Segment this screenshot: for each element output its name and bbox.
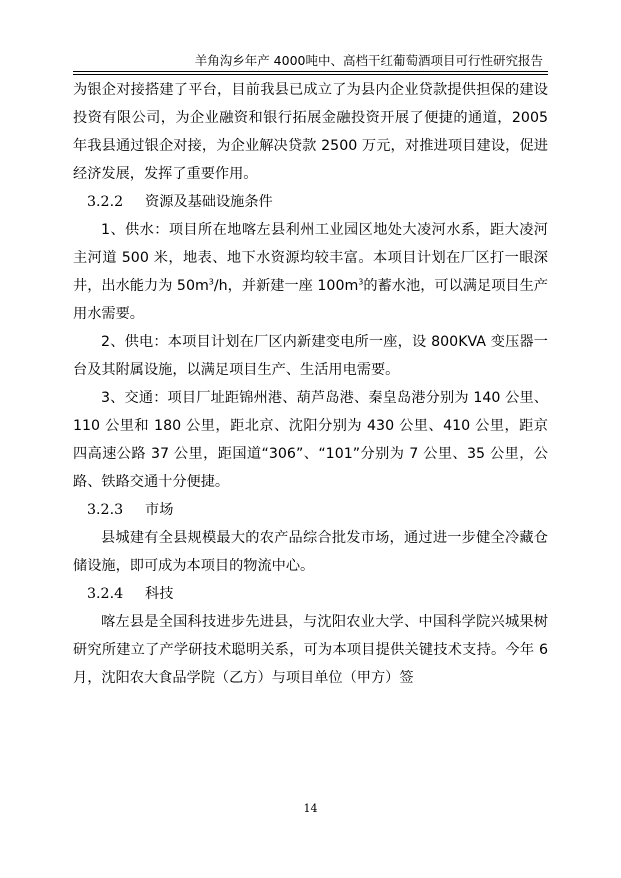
running-header-title: 羊角沟乡年产 4000吨中、高档干红葡萄酒项目可行性研究报告: [194, 53, 543, 68]
superscript: 3: [208, 277, 214, 287]
header-rule-thin: [73, 71, 548, 72]
superscript: 3: [358, 277, 364, 287]
page-number: 14: [303, 802, 318, 815]
section-number: 3.2.2: [87, 194, 124, 210]
body-text: [73, 76, 548, 692]
transport-paragraph: 3、交通：项目厂址距锦州港、葫芦岛港、秦皇岛港分别为 140 公里、110 公里和 180 公里，距北京、沈阳分别为 430 公里、410 公里，距京四高速公路 37 公里，距国道“306”、“101”分别为 7 公里、35 公里，公路、铁路交通十分便捷。: [73, 390, 548, 490]
tech-paragraph: 喀左县是全国科技进步先进县，与沈阳农业大学、中国科学院兴城果树研究所建立了产学研技术聪明关系，可为本项目提供关键技术支持。今年 6 月，沈阳农大食品学院（乙方）与项目单位（甲方）签: [73, 614, 548, 686]
section-heading-market: [73, 496, 548, 524]
section-number: 3.2.3: [87, 502, 124, 518]
water-text-part: /h，并新建一座 100m: [213, 278, 359, 294]
power-supply-paragraph: 2、供电：本项目计划在厂区内新建变电所一座，设 800KVA 变压器一台及其附属设施，以满足项目生产、生活用电需要。: [73, 334, 548, 378]
section-title: 市场: [145, 502, 174, 518]
section-title: 科技: [145, 586, 174, 602]
header-rule-thick: [73, 74, 548, 75]
section-number: 3.2.4: [87, 586, 124, 602]
section-heading-tech: [73, 580, 548, 608]
water-supply-paragraph: [73, 216, 548, 328]
market-paragraph: 县城建有全县规模最大的农产品综合批发市场，通过进一步健全冷藏仓储设施，即可成为本项目的物流中心。: [73, 530, 548, 574]
section-title: 资源及基础设施条件: [145, 194, 273, 210]
section-heading-resources: [73, 188, 548, 216]
water-text-part: 的蓄水池，可以满足项目生产用水需要。: [73, 278, 548, 322]
water-text-part: 1、供水：项目所在地喀左县利州工业园区地处大凌河水系，距大凌河主河道 500 米，地表、地下水资源均较丰富。本项目计划在厂区打一眼深井，出水能力为 50m: [73, 222, 548, 294]
intro-paragraph: 为银企对接搭建了平台，目前我县已成立了为县内企业贷款提供担保的建设投资有限公司，为企业融资和银行拓展金融投资开展了便捷的通道，2005 年我县通过银企对接，为企业解决贷款 2500 万元，对推进项目建设，促进经济发展，发挥了重要作用。: [73, 82, 548, 182]
